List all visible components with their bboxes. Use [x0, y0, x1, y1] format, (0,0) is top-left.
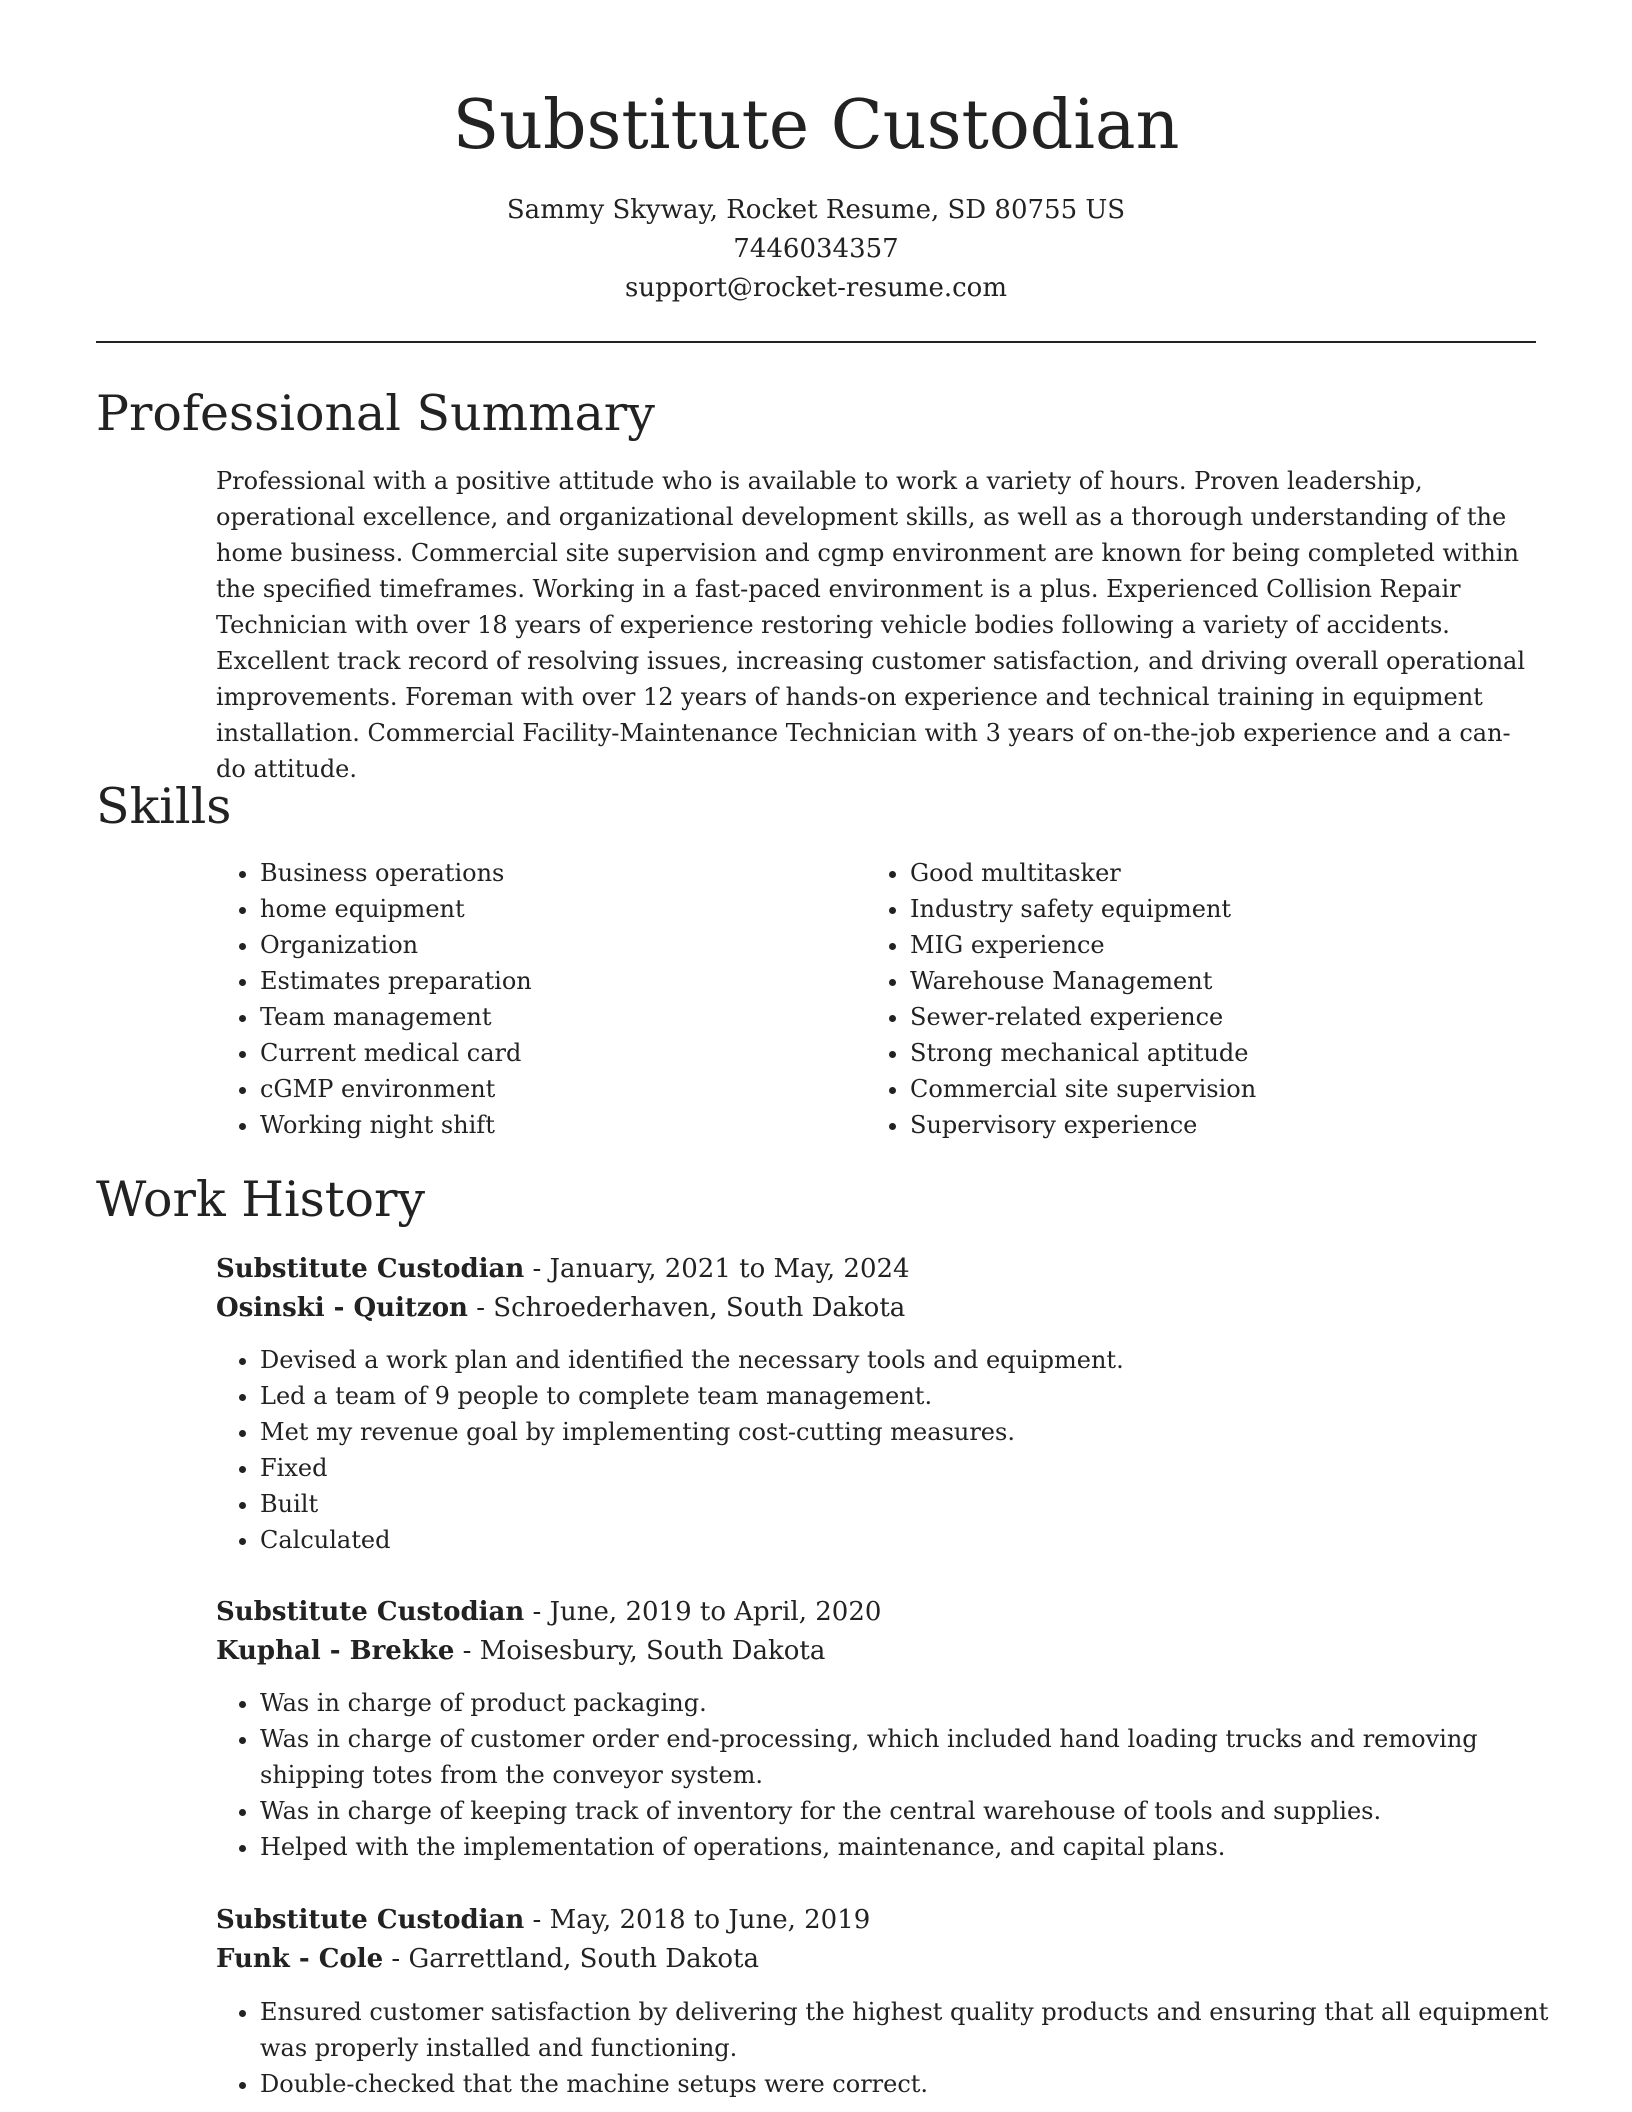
summary-text: Professional with a positive attitude who is available to work a variety of hours. Proven leadership, operational excellence, and organizational development skills, as well as a thorough understanding of the home business. Commercial site supervision and cgmp environment are known for being completed within the specified timeframes. Working in a fast-paced environment is a plus. Experienced Collision Repair Technician with over 18 years of experience restoring vehicle bodies following a variety of accidents. Excellent track record of resolving issues, increasing customer satisfaction, and driving overall operational improvements. Foreman with over 12 years of hands-on experience and technical training in equipment installation. Commercial Facility-Maintenance Technician with 3 years of on-the-job experience and a can-do attitude.	[216, 467, 1526, 783]
job-company: Osinski - Quitzon	[216, 1293, 468, 1323]
job-location: - Moisesbury, South Dakota	[454, 1636, 826, 1666]
skill-item: • Organization	[260, 927, 860, 963]
job-duties-list	[216, 1994, 1580, 2102]
skill-item: • MIG experience	[910, 927, 1530, 963]
duty-item: • Helped with the implementation of operations, maintenance, and capital plans.	[260, 1829, 1580, 1865]
duty-item: • Built	[260, 1486, 1580, 1522]
job-dates: - May, 2018 to June, 2019	[524, 1905, 871, 1935]
skill-item: • Current medical card	[260, 1035, 860, 1071]
skill-item: • Commercial site supervision	[910, 1071, 1530, 1107]
duty-item: • Was in charge of product packaging.	[260, 1685, 1580, 1721]
skills-list-left	[216, 855, 860, 1143]
duty-item: • Double-checked that the machine setups were correct.	[260, 2066, 1580, 2102]
contact-phone: 7446034357	[733, 234, 899, 264]
work-history-heading: Work History	[96, 1171, 426, 1228]
job-title-line	[216, 1592, 1536, 1632]
resume-title: Substitute Custodian	[452, 86, 1180, 165]
job-title: Substitute Custodian	[216, 1597, 525, 1627]
duty-item: • Led a team of 9 people to complete team management.	[260, 1378, 1580, 1414]
skill-item: • Warehouse Management	[910, 963, 1530, 999]
job-company-line	[216, 1631, 1536, 1671]
duty-item: • Was in charge of customer order end-processing, which included hand loading trucks and removing shipping totes from the conveyor system.	[260, 1721, 1580, 1793]
job-location: - Garrettland, South Dakota	[383, 1944, 760, 1974]
skill-item: • cGMP environment	[260, 1071, 860, 1107]
job-title-line	[216, 1900, 1536, 1940]
skill-item: • Supervisory experience	[910, 1107, 1530, 1143]
job-duties-list	[216, 1685, 1580, 1865]
skill-item: • home equipment	[260, 891, 860, 927]
contact-address: Sammy Skyway, Rocket Resume, SD 80755 US	[506, 195, 1126, 225]
skill-item: • Business operations	[260, 855, 860, 891]
job-company: Kuphal - Brekke	[216, 1636, 455, 1666]
job-title-line	[216, 1249, 1536, 1289]
skills-list-right	[866, 855, 1530, 1143]
job-company-line	[216, 1288, 1536, 1328]
skill-item: • Estimates preparation	[260, 963, 860, 999]
skill-item: • Strong mechanical aptitude	[910, 1035, 1530, 1071]
skill-item: • Sewer-related experience	[910, 999, 1530, 1035]
summary-heading: Professional Summary	[96, 385, 655, 442]
duty-item: • Ensured customer satisfaction by delivering the highest quality products and ensuring that all equipment was properly installed and functioning.	[260, 1994, 1580, 2066]
duty-item: • Calculated	[260, 1522, 1580, 1558]
header-divider	[96, 341, 1536, 343]
job-title: Substitute Custodian	[216, 1254, 525, 1284]
contact-email: support@rocket-resume.com	[624, 273, 1007, 303]
job-location: - Schroederhaven, South Dakota	[467, 1293, 906, 1323]
skill-item: • Industry safety equipment	[910, 891, 1530, 927]
skill-item: • Team management	[260, 999, 860, 1035]
skill-item: • Good multitasker	[910, 855, 1530, 891]
skills-heading: Skills	[96, 778, 232, 835]
duty-item: • Fixed	[260, 1450, 1580, 1486]
job-duties-list	[216, 1342, 1580, 1558]
duty-item: • Was in charge of keeping track of inventory for the central warehouse of tools and supplies.	[260, 1793, 1580, 1829]
job-company-line	[216, 1939, 1536, 1979]
job-company: Funk - Cole	[216, 1944, 384, 1974]
job-title: Substitute Custodian	[216, 1905, 525, 1935]
skill-item: • Working night shift	[260, 1107, 860, 1143]
duty-item: • Devised a work plan and identified the necessary tools and equipment.	[260, 1342, 1580, 1378]
job-dates: - June, 2019 to April, 2020	[524, 1597, 882, 1627]
duty-item: • Met my revenue goal by implementing cost-cutting measures.	[260, 1414, 1580, 1450]
job-dates: - January, 2021 to May, 2024	[524, 1254, 910, 1284]
